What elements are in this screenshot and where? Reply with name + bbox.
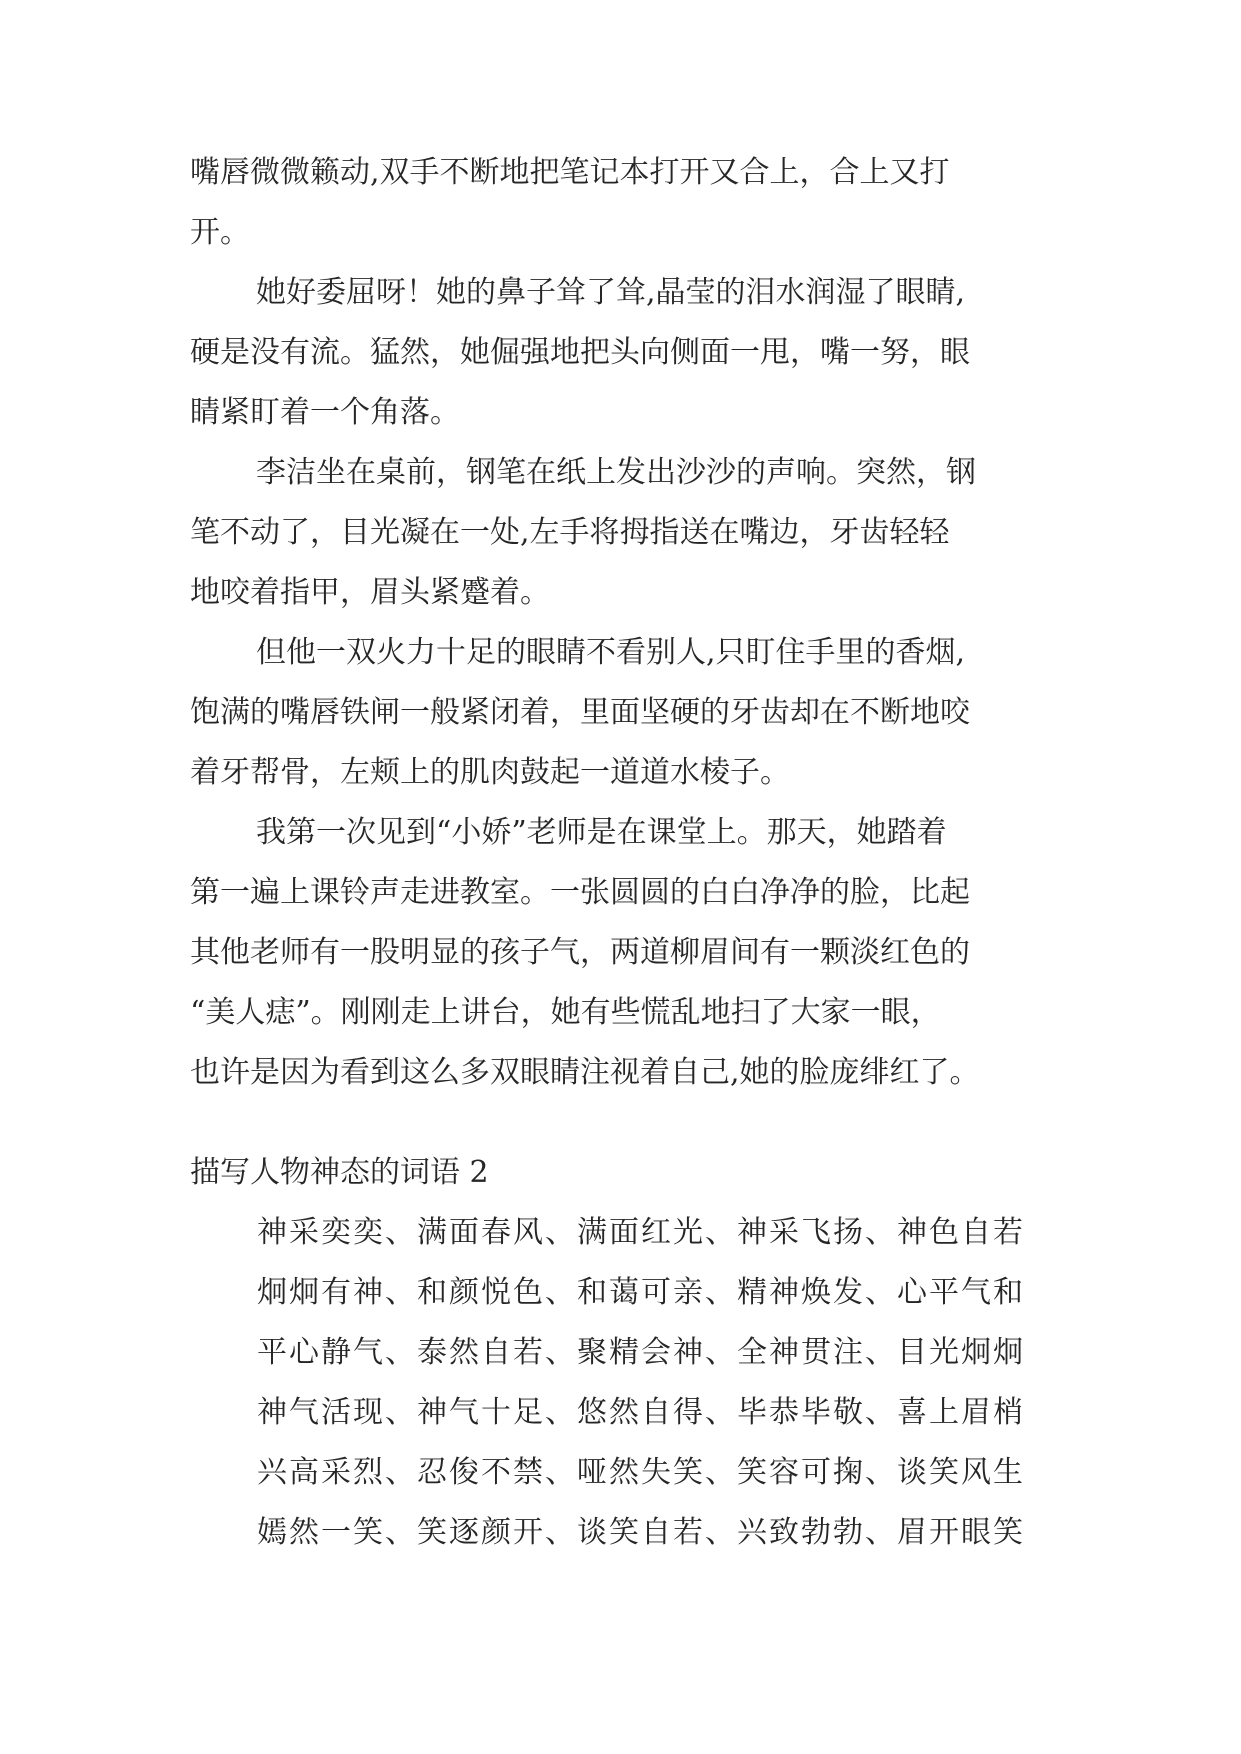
- paragraph-line: 睛紧盯着一个角落。: [190, 395, 460, 430]
- paragraph-line: 嘴唇微微籁动,双手不断地把笔记本打开又合上，合上又打: [190, 155, 950, 190]
- paragraph-line: “美人痣”。刚刚走上讲台，她有些慌乱地扫了大家一眼，: [190, 995, 941, 1030]
- paragraph-line: 也许是因为看到这么多双眼睛注视着自己,她的脸庞绯红了。: [190, 1055, 980, 1090]
- paragraph-line: 饱满的嘴唇铁闸一般紧闭着，里面坚硬的牙齿却在不断地咬: [190, 695, 970, 730]
- vocabulary-line: 嫣然一笑、笑逐颜开、谈笑自若、兴致勃勃、眉开眼笑: [257, 1515, 1025, 1550]
- vocabulary-line: 平心静气、泰然自若、聚精会神、全神贯注、目光炯炯: [257, 1335, 1025, 1370]
- vocabulary-line: 兴高采烈、忍俊不禁、哑然失笑、笑容可掬、谈笑风生: [257, 1455, 1025, 1490]
- paragraph-line: 笔不动了，目光凝在一处,左手将拇指送在嘴边，牙齿轻轻: [190, 515, 950, 550]
- paragraph-line: 地咬着指甲，眉头紧蹙着。: [190, 575, 550, 610]
- paragraph-line: 李洁坐在桌前，钢笔在纸上发出沙沙的声响。突然，钢: [256, 455, 976, 490]
- paragraph-line: 但他一双火力十足的眼睛不看别人,只盯住手里的香烟,: [256, 635, 966, 670]
- paragraph-line: 我第一次见到“小娇”老师是在课堂上。那天，她踏着: [256, 815, 947, 850]
- vocabulary-line: 炯炯有神、和颜悦色、和蔼可亲、精神焕发、心平气和: [257, 1275, 1025, 1310]
- paragraph-line: 开。: [190, 215, 250, 250]
- paragraph-line: 硬是没有流。猛然，她倔强地把头向侧面一甩，嘴一努，眼: [190, 335, 970, 370]
- vocabulary-line: 神采奕奕、满面春风、满面红光、神采飞扬、神色自若: [257, 1215, 1025, 1250]
- paragraph-line: 其他老师有一股明显的孩子气，两道柳眉间有一颗淡红色的: [190, 935, 970, 970]
- paragraph-line: 她好委屈呀！她的鼻子耸了耸,晶莹的泪水润湿了眼睛,: [256, 275, 966, 310]
- paragraph-line: 着牙帮骨，左颊上的肌肉鼓起一道道水棱子。: [190, 755, 790, 790]
- section-heading: 描写人物神态的词语 2: [190, 1155, 489, 1190]
- vocabulary-line: 神气活现、神气十足、悠然自得、毕恭毕敬、喜上眉梢: [257, 1395, 1025, 1430]
- paragraph-line: 第一遍上课铃声走进教室。一张圆圆的白白净净的脸，比起: [190, 875, 970, 910]
